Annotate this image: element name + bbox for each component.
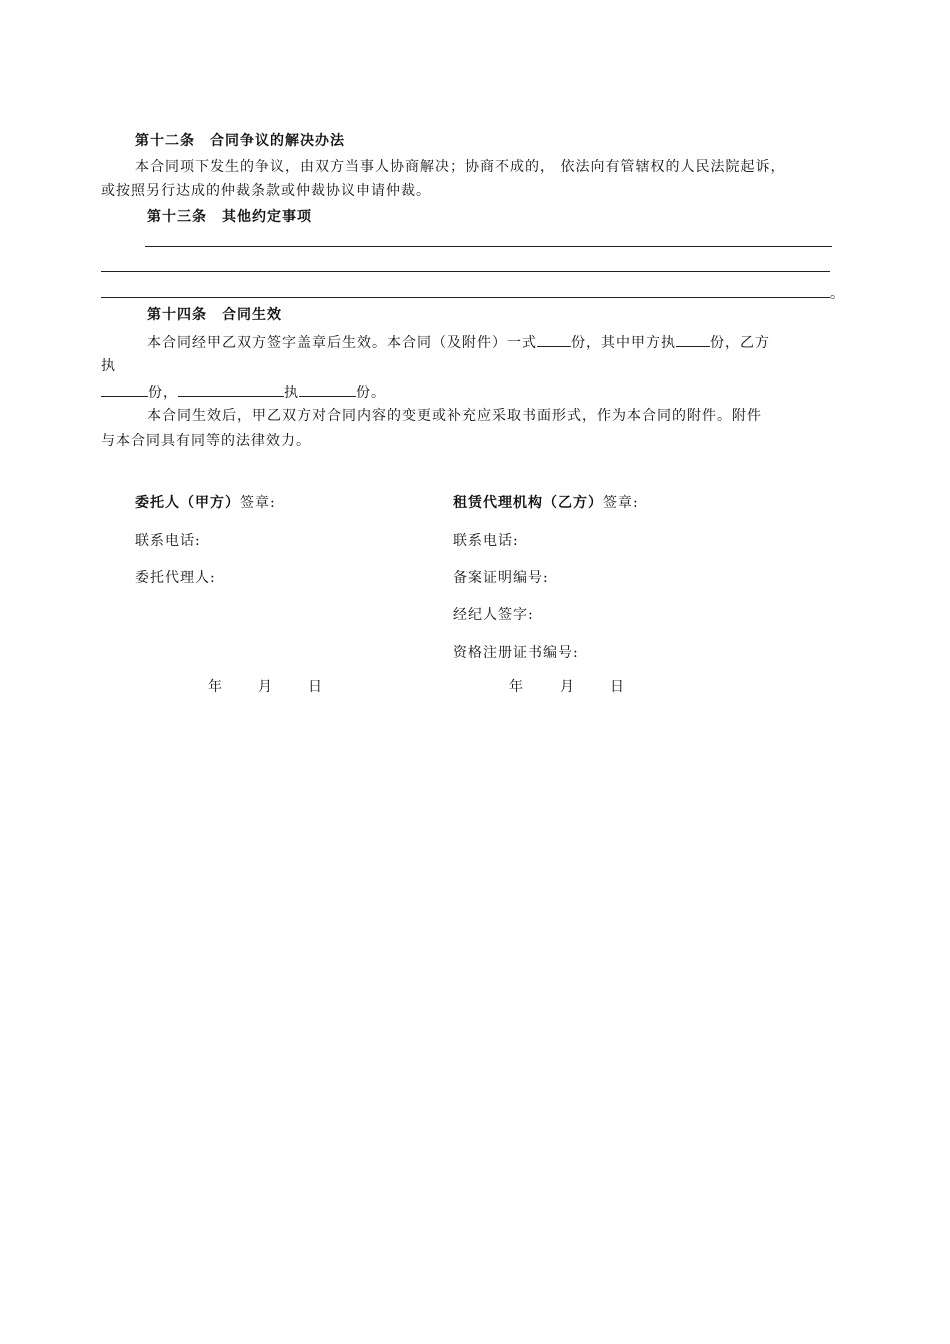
party-a-agent-label: 委托代理人: bbox=[135, 570, 216, 586]
copies-party-b-blank[interactable] bbox=[101, 381, 148, 397]
article-13-blank-line-2[interactable] bbox=[101, 271, 830, 272]
article-13-heading: 第十三条 其他约定事项 bbox=[147, 209, 312, 225]
article-14-heading: 第十四条 合同生效 bbox=[147, 307, 282, 323]
article-14-line-1-text-c: 份，乙方 bbox=[710, 335, 770, 351]
article-12-line-1: 本合同项下发生的争议，由双方当事人协商解决；协商不成的， 依法向有管辖权的人民法院起诉， bbox=[135, 159, 786, 175]
party-b-month-label: 月 bbox=[560, 679, 575, 695]
party-b-phone-label: 联系电话: bbox=[453, 533, 519, 549]
article-14-line-3-text-a: 份， bbox=[148, 385, 178, 401]
article-14-line-5: 与本合同具有同等的法律效力。 bbox=[101, 433, 311, 449]
article-14-line-3-text-b: 执 bbox=[284, 385, 299, 401]
party-b-title: 租赁代理机构（乙方） bbox=[453, 495, 603, 511]
article-14-line-3-text-c: 份。 bbox=[356, 385, 386, 401]
party-b-year-label: 年 bbox=[509, 679, 524, 695]
article-14-line-1 bbox=[147, 331, 770, 353]
party-a-title: 委托人（甲方） bbox=[135, 495, 240, 511]
party-b-day-label: 日 bbox=[610, 679, 625, 695]
party-a-seal-label: 签章: bbox=[240, 495, 276, 511]
article-14-line-4: 本合同生效后，甲乙双方对合同内容的变更或补充应采取书面形式，作为本合同的附件。附件 bbox=[147, 408, 762, 424]
party-b-seal-label: 签章: bbox=[603, 495, 639, 511]
article-13-blank-line-1[interactable] bbox=[145, 246, 832, 247]
party-a-day-label: 日 bbox=[308, 679, 323, 695]
other-holder-blank[interactable] bbox=[178, 381, 284, 397]
article-12-heading: 第十二条 合同争议的解决办法 bbox=[135, 133, 345, 149]
copies-other-blank[interactable] bbox=[299, 381, 356, 397]
article-13-blank-line-3[interactable] bbox=[101, 297, 830, 298]
party-a-signature-line bbox=[135, 493, 276, 513]
party-b-record-number-label: 备案证明编号: bbox=[453, 570, 549, 586]
article-13-end-mark: 。 bbox=[830, 286, 845, 302]
party-a-phone-label: 联系电话: bbox=[135, 533, 201, 549]
party-a-year-label: 年 bbox=[208, 679, 223, 695]
party-b-broker-signature-label: 经纪人签字: bbox=[453, 607, 534, 623]
party-b-certificate-number-label: 资格注册证书编号: bbox=[453, 645, 579, 661]
copies-party-a-blank[interactable] bbox=[676, 331, 710, 347]
article-14-line-1-text-b: 份，其中甲方执 bbox=[571, 335, 676, 351]
article-14-line-1-text-a: 本合同经甲乙双方签字盖章后生效。本合同（及附件）一式 bbox=[147, 335, 537, 351]
article-12-line-2: 或按照另行达成的仲裁条款或仲裁协议申请仲裁。 bbox=[101, 183, 431, 199]
article-14-line-2: 执 bbox=[101, 358, 116, 374]
party-a-month-label: 月 bbox=[258, 679, 273, 695]
party-b-signature-line bbox=[453, 493, 639, 513]
article-14-line-3 bbox=[101, 381, 386, 403]
copies-total-blank[interactable] bbox=[537, 331, 571, 347]
